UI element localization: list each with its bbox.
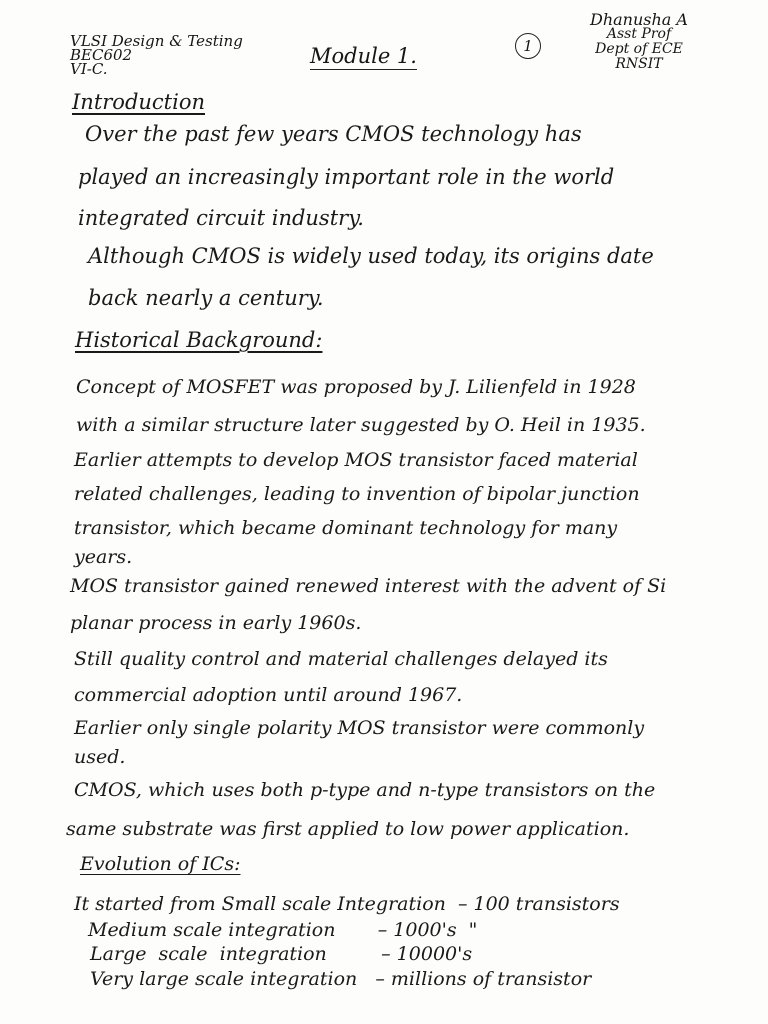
history-line: commercial adoption until around 1967. [74,684,463,706]
module-title: Module 1. [310,44,417,68]
author-dept: Dept of ECE [595,41,683,57]
history-line: with a similar structure later suggested by O. Heil in 1935. [76,414,646,436]
historical-background-heading: Historical Background: [75,328,323,352]
history-line: same substrate was first applied to low power application. [66,818,630,840]
history-line: transistor, which became dominant technology for many [74,517,618,539]
course-code: BEC602 [70,46,133,64]
history-line: planar process in early 1960s. [70,612,362,634]
evolution-line: Medium scale integration – 1000's " [88,919,478,941]
intro-line: back nearly a century. [88,286,324,310]
history-line: used. [74,746,126,768]
intro-line: integrated circuit industry. [78,206,364,230]
intro-line: Over the past few years CMOS technology has [85,122,582,146]
history-line: Concept of MOSFET was proposed by J. Lilienfeld in 1928 [76,376,636,398]
page-number: 1 [515,33,541,59]
intro-line: Although CMOS is widely used today, its origins date [88,244,654,268]
history-line: CMOS, which uses both p-type and n-type transistors on the [74,779,656,801]
author-role: Asst Prof [606,26,672,42]
evolution-line: Large scale integration – 10000's [90,943,473,965]
intro-line: played an increasingly important role in the world [78,165,615,189]
author-institute: RNSIT [615,56,663,72]
author-name: Dhanusha A [590,10,688,29]
evolution-heading: Evolution of ICs: [80,853,241,875]
introduction-heading: Introduction [72,90,205,114]
course-section: VI-C. [70,60,108,78]
history-line: related challenges, leading to invention of bipolar junction [74,483,640,505]
history-line: Earlier attempts to develop MOS transistor faced material [74,449,638,471]
history-line: Still quality control and material challenges delayed its [74,648,608,670]
evolution-line: It started from Small scale Integration – 100 transistors [74,893,620,915]
history-line: MOS transistor gained renewed interest with the advent of Si [70,575,667,597]
author-info [590,12,688,72]
course-title: VLSI Design & Testing [70,32,243,50]
history-line: years. [74,546,133,568]
course-info [70,34,243,76]
history-line: Earlier only single polarity MOS transistor were commonly [74,717,645,739]
evolution-line: Very large scale integration – millions of transistor [90,968,592,990]
